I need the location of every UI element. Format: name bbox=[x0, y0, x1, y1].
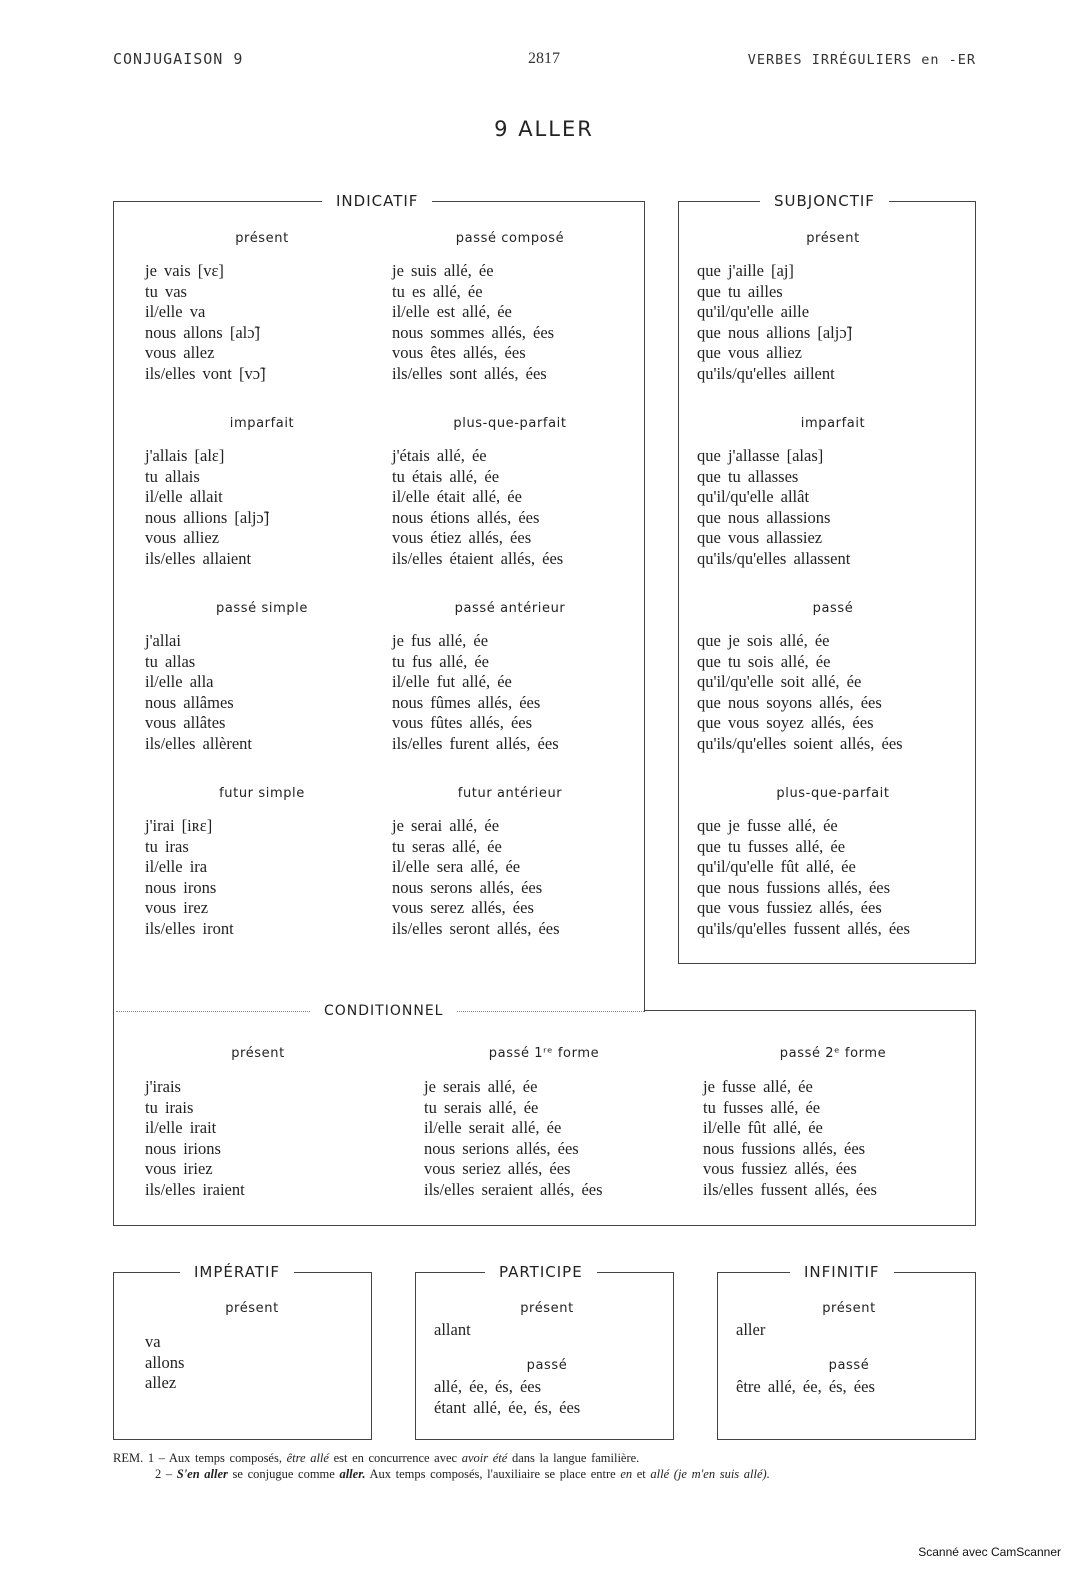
conjugation-line: il/elle va bbox=[145, 302, 206, 321]
indicatif-passe-compose-list bbox=[392, 261, 554, 384]
conjugation-line: ils/elles furent allés, ées bbox=[392, 733, 559, 753]
conjugation-line: que tu allasses bbox=[697, 466, 799, 486]
conjugation-line: qu'il/qu'elle aille bbox=[697, 302, 810, 321]
tense-label-indicatif-imparfait: imparfait bbox=[229, 416, 295, 431]
conjugation-line: qu'ils/qu'elles aillent bbox=[697, 363, 835, 383]
conjugation-line: il/elle fût allé, ée bbox=[703, 1118, 823, 1137]
conjugation-line: il/elle était allé, ée bbox=[392, 487, 522, 506]
conjugation-line: tu serais allé, ée bbox=[424, 1097, 539, 1117]
conjugation-line: tu étais allé, ée bbox=[392, 466, 500, 486]
conjugation-line: nous serions allés, ées bbox=[424, 1138, 579, 1158]
conjugation-line: il/elle ira bbox=[145, 857, 208, 876]
conjugation-line: j'allais [alɛ] bbox=[145, 446, 225, 465]
conjugation-line: nous fussions allés, ées bbox=[703, 1138, 866, 1158]
tense-label-indicatif-futur-anterieur: futur antérieur bbox=[457, 786, 563, 801]
conjugation-line: il/elle irait bbox=[145, 1118, 217, 1137]
conjugation-line: tu iras bbox=[145, 836, 189, 856]
conjugation-line: vous êtes allés, ées bbox=[392, 343, 526, 362]
tense-label-subjonctif-plus-que-parfait: plus-que-parfait bbox=[776, 786, 890, 801]
conjugation-line: je serai allé, ée bbox=[392, 816, 500, 835]
tense-label-conditionnel-passe-1: passé 1ʳᵉ forme bbox=[488, 1046, 600, 1061]
conjugation-line: nous sommes allés, ées bbox=[392, 322, 555, 342]
participe-present-value: allant bbox=[434, 1320, 471, 1339]
tense-label-indicatif-plus-que-parfait: plus-que-parfait bbox=[453, 416, 567, 431]
conjugation-line: que vous allassiez bbox=[697, 528, 823, 547]
tense-label-indicatif-passe-simple: passé simple bbox=[215, 601, 308, 616]
conjugation-line: qu'ils/qu'elles fussent allés, ées bbox=[697, 918, 910, 938]
indicatif-futur-anterieur-list bbox=[392, 816, 560, 939]
conjugation-line: je fusse allé, ée bbox=[703, 1077, 813, 1096]
conjugation-line: allé, ée, és, ées bbox=[434, 1377, 542, 1396]
tense-label-subjonctif-present: présent bbox=[806, 231, 860, 246]
page-title: 9 ALLER bbox=[494, 117, 594, 141]
conjugation-line: va bbox=[145, 1332, 161, 1351]
subjonctif-imparfait-list bbox=[697, 446, 850, 569]
conjugation-line: vous serez allés, ées bbox=[392, 898, 534, 917]
remark-2-emphasis: en bbox=[620, 1467, 633, 1481]
conjugation-line: je serais allé, ée bbox=[424, 1077, 538, 1096]
participe-heading: PARTICIPE bbox=[485, 1263, 597, 1281]
scanner-watermark: Scanné avec CamScanner bbox=[918, 1545, 1061, 1559]
indicatif-plus-que-parfait-list bbox=[392, 446, 563, 569]
conjugation-line: je vais [vɛ] bbox=[145, 261, 224, 280]
conjugation-line: il/elle est allé, ée bbox=[392, 302, 512, 321]
conjugation-line: étant allé, ée, és, ées bbox=[434, 1397, 581, 1417]
conjugation-line: vous iriez bbox=[145, 1159, 213, 1178]
conjugation-line: tu fusses allé, ée bbox=[703, 1097, 821, 1117]
remark-2-text: et bbox=[636, 1467, 646, 1481]
remark-1-emphasis: être allé bbox=[286, 1451, 329, 1465]
conjugation-line: nous fûmes allés, ées bbox=[392, 692, 541, 712]
conjugation-line: qu'il/qu'elle allât bbox=[697, 487, 810, 506]
conjugation-line: que vous fussiez allés, ées bbox=[697, 898, 882, 917]
conjugation-line: nous étions allés, ées bbox=[392, 507, 540, 527]
remark-1-text: dans la langue familière. bbox=[511, 1451, 640, 1465]
subjonctif-heading: SUBJONCTIF bbox=[760, 192, 889, 210]
conjugation-line: qu'il/qu'elle soit allé, ée bbox=[697, 672, 862, 691]
infinitif-frame bbox=[717, 1272, 976, 1440]
remark-2 bbox=[155, 1467, 770, 1482]
tense-label-conditionnel-present: présent bbox=[231, 1046, 285, 1061]
subjonctif-present-list bbox=[697, 261, 852, 384]
conjugation-line: ils/elles iront bbox=[145, 918, 234, 938]
conjugation-line: que vous alliez bbox=[697, 343, 802, 362]
conjugation-line: j'irais bbox=[145, 1077, 181, 1096]
tense-label-participe-present: présent bbox=[520, 1301, 574, 1316]
tense-label-infinitif-passe: passé bbox=[828, 1358, 870, 1373]
conjugation-line: vous irez bbox=[145, 898, 209, 917]
remark-2-emphasis: S'en aller bbox=[176, 1467, 228, 1481]
conjugation-line: tu irais bbox=[145, 1097, 194, 1117]
tense-label-indicatif-passe-compose: passé composé bbox=[455, 231, 565, 246]
subjonctif-plus-que-parfait-list bbox=[697, 816, 910, 939]
conjugation-line: j'allai bbox=[145, 631, 181, 650]
conjugation-line: il/elle sera allé, ée bbox=[392, 857, 521, 876]
imperatif-present-list bbox=[145, 1332, 184, 1394]
remark-1-number: REM. 1 – bbox=[113, 1451, 165, 1465]
infinitif-heading: INFINITIF bbox=[790, 1263, 894, 1281]
conjugation-line: j'étais allé, ée bbox=[392, 446, 487, 465]
conjugation-line: allez bbox=[145, 1373, 177, 1392]
running-head-left: CONJUGAISON 9 bbox=[113, 50, 244, 68]
remark-1-emphasis: avoir été bbox=[461, 1451, 508, 1465]
conjugation-line: nous irons bbox=[145, 877, 217, 897]
conjugation-line: nous irions bbox=[145, 1138, 221, 1158]
conjugation-line: que vous soyez allés, ées bbox=[697, 713, 874, 732]
conjugation-line: nous serons allés, ées bbox=[392, 877, 543, 897]
conjugation-line: ils/elles allaient bbox=[145, 548, 252, 568]
infinitif-present-value: aller bbox=[736, 1320, 766, 1339]
conjugation-line: que tu fusses allé, ée bbox=[697, 836, 846, 856]
conjugation-line: tu allas bbox=[145, 651, 196, 671]
conjugation-line: ils/elles iraient bbox=[145, 1179, 245, 1199]
imperatif-heading: IMPÉRATIF bbox=[180, 1263, 294, 1281]
remark-2-number: 2 – bbox=[155, 1467, 173, 1481]
conjugation-line: il/elle fut allé, ée bbox=[392, 672, 512, 691]
remark-2-example: (je m'en suis allé). bbox=[673, 1467, 770, 1481]
indicatif-present-list bbox=[145, 261, 266, 384]
conjugation-line: que tu sois allé, ée bbox=[697, 651, 831, 671]
conditionnel-passe-2-list bbox=[703, 1077, 877, 1200]
conjugation-line: que nous allions [aljɔ̃] bbox=[697, 322, 853, 342]
conjugation-line: vous allâtes bbox=[145, 713, 226, 732]
conjugation-line: tu vas bbox=[145, 281, 187, 301]
conjugation-line: tu es allé, ée bbox=[392, 281, 483, 301]
conjugation-line: je fus allé, ée bbox=[392, 631, 489, 650]
tense-label-subjonctif-passe: passé bbox=[812, 601, 854, 616]
tense-label-indicatif-passe-anterieur: passé antérieur bbox=[454, 601, 566, 616]
tense-label-imperatif-present: présent bbox=[225, 1301, 279, 1316]
conjugation-line: vous étiez allés, ées bbox=[392, 528, 532, 547]
remark-1-text: est en concurrence avec bbox=[333, 1451, 458, 1465]
conjugation-line: que nous soyons allés, ées bbox=[697, 692, 882, 712]
conjugation-line: tu allais bbox=[145, 466, 200, 486]
conjugation-line: vous allez bbox=[145, 343, 215, 362]
tense-label-participe-passe: passé bbox=[526, 1358, 568, 1373]
tense-label-indicatif-present: présent bbox=[235, 231, 289, 246]
infinitif-passe-value: être allé, ée, és, ées bbox=[736, 1377, 875, 1396]
participe-passe-list bbox=[434, 1377, 580, 1418]
conjugation-line: tu seras allé, ée bbox=[392, 836, 502, 856]
conjugation-line: que j'allasse [alas] bbox=[697, 446, 824, 465]
conjugation-line: qu'ils/qu'elles soient allés, ées bbox=[697, 733, 903, 753]
conditionnel-heading: CONDITIONNEL bbox=[310, 1003, 457, 1019]
remark-2-emphasis: aller. bbox=[339, 1467, 366, 1481]
conjugation-line: vous fussiez allés, ées bbox=[703, 1159, 857, 1178]
conjugation-line: j'irai [iʀɛ] bbox=[145, 816, 213, 835]
conjugation-line: que je sois allé, ée bbox=[697, 631, 830, 650]
conjugation-line: ils/elles fussent allés, ées bbox=[703, 1179, 877, 1199]
conjugation-line: il/elle alla bbox=[145, 672, 214, 691]
conjugation-line: vous seriez allés, ées bbox=[424, 1159, 571, 1178]
subjonctif-passe-list bbox=[697, 631, 903, 754]
remark-1 bbox=[113, 1451, 639, 1466]
conjugation-line: vous alliez bbox=[145, 528, 220, 547]
conjugation-line: que je fusse allé, ée bbox=[697, 816, 838, 835]
conditionnel-top-rule bbox=[644, 1010, 976, 1011]
conjugation-line: ils/elles allèrent bbox=[145, 733, 253, 753]
conjugation-line: il/elle allait bbox=[145, 487, 223, 506]
conjugation-line: vous fûtes allés, ées bbox=[392, 713, 533, 732]
running-head-right: VERBES IRRÉGULIERS en -ER bbox=[747, 52, 976, 68]
tense-label-subjonctif-imparfait: imparfait bbox=[800, 416, 866, 431]
conjugation-line: ils/elles vont [vɔ̃] bbox=[145, 363, 266, 383]
conjugation-line: nous allions [aljɔ̃] bbox=[145, 507, 270, 527]
remark-2-text: Aux temps composés, l'auxiliaire se place entre bbox=[369, 1467, 616, 1481]
indicatif-futur-simple-list bbox=[145, 816, 234, 939]
tense-label-indicatif-futur-simple: futur simple bbox=[219, 786, 305, 801]
conjugation-line: allons bbox=[145, 1352, 185, 1372]
conjugation-line: qu'ils/qu'elles allassent bbox=[697, 548, 851, 568]
indicatif-imparfait-list bbox=[145, 446, 269, 569]
conjugation-line: il/elle serait allé, ée bbox=[424, 1118, 562, 1137]
conjugation-line: que nous fussions allés, ées bbox=[697, 877, 891, 897]
conjugation-line: ils/elles seront allés, ées bbox=[392, 918, 560, 938]
indicatif-passe-anterieur-list bbox=[392, 631, 559, 754]
conjugation-line: nous allons [alɔ̃] bbox=[145, 322, 261, 342]
indicatif-passe-simple-list bbox=[145, 631, 252, 754]
remark-2-text: se conjugue comme bbox=[232, 1467, 335, 1481]
conjugation-line: je suis allé, ée bbox=[392, 261, 494, 280]
indicatif-heading: INDICATIF bbox=[322, 192, 432, 210]
conditionnel-passe-1-list bbox=[424, 1077, 603, 1200]
conjugation-line: ils/elles sont allés, ées bbox=[392, 363, 547, 383]
conjugation-line: ils/elles étaient allés, ées bbox=[392, 548, 564, 568]
remark-1-text: Aux temps composés, bbox=[168, 1451, 282, 1465]
conjugation-line: ils/elles seraient allés, ées bbox=[424, 1179, 603, 1199]
page-number: 2817 bbox=[528, 50, 560, 67]
conjugation-line: que nous allassions bbox=[697, 507, 831, 527]
tense-label-infinitif-present: présent bbox=[822, 1301, 876, 1316]
tense-label-conditionnel-passe-2: passé 2ᵉ forme bbox=[779, 1046, 887, 1061]
conjugation-line: tu fus allé, ée bbox=[392, 651, 489, 671]
remark-2-emphasis: allé bbox=[650, 1467, 670, 1481]
conjugation-line: qu'il/qu'elle fût allé, ée bbox=[697, 857, 856, 876]
conjugation-line: que tu ailles bbox=[697, 281, 783, 301]
conditionnel-present-list bbox=[145, 1077, 245, 1200]
conjugation-line: que j'aille [aj] bbox=[697, 261, 794, 280]
conjugation-line: nous allâmes bbox=[145, 692, 234, 712]
